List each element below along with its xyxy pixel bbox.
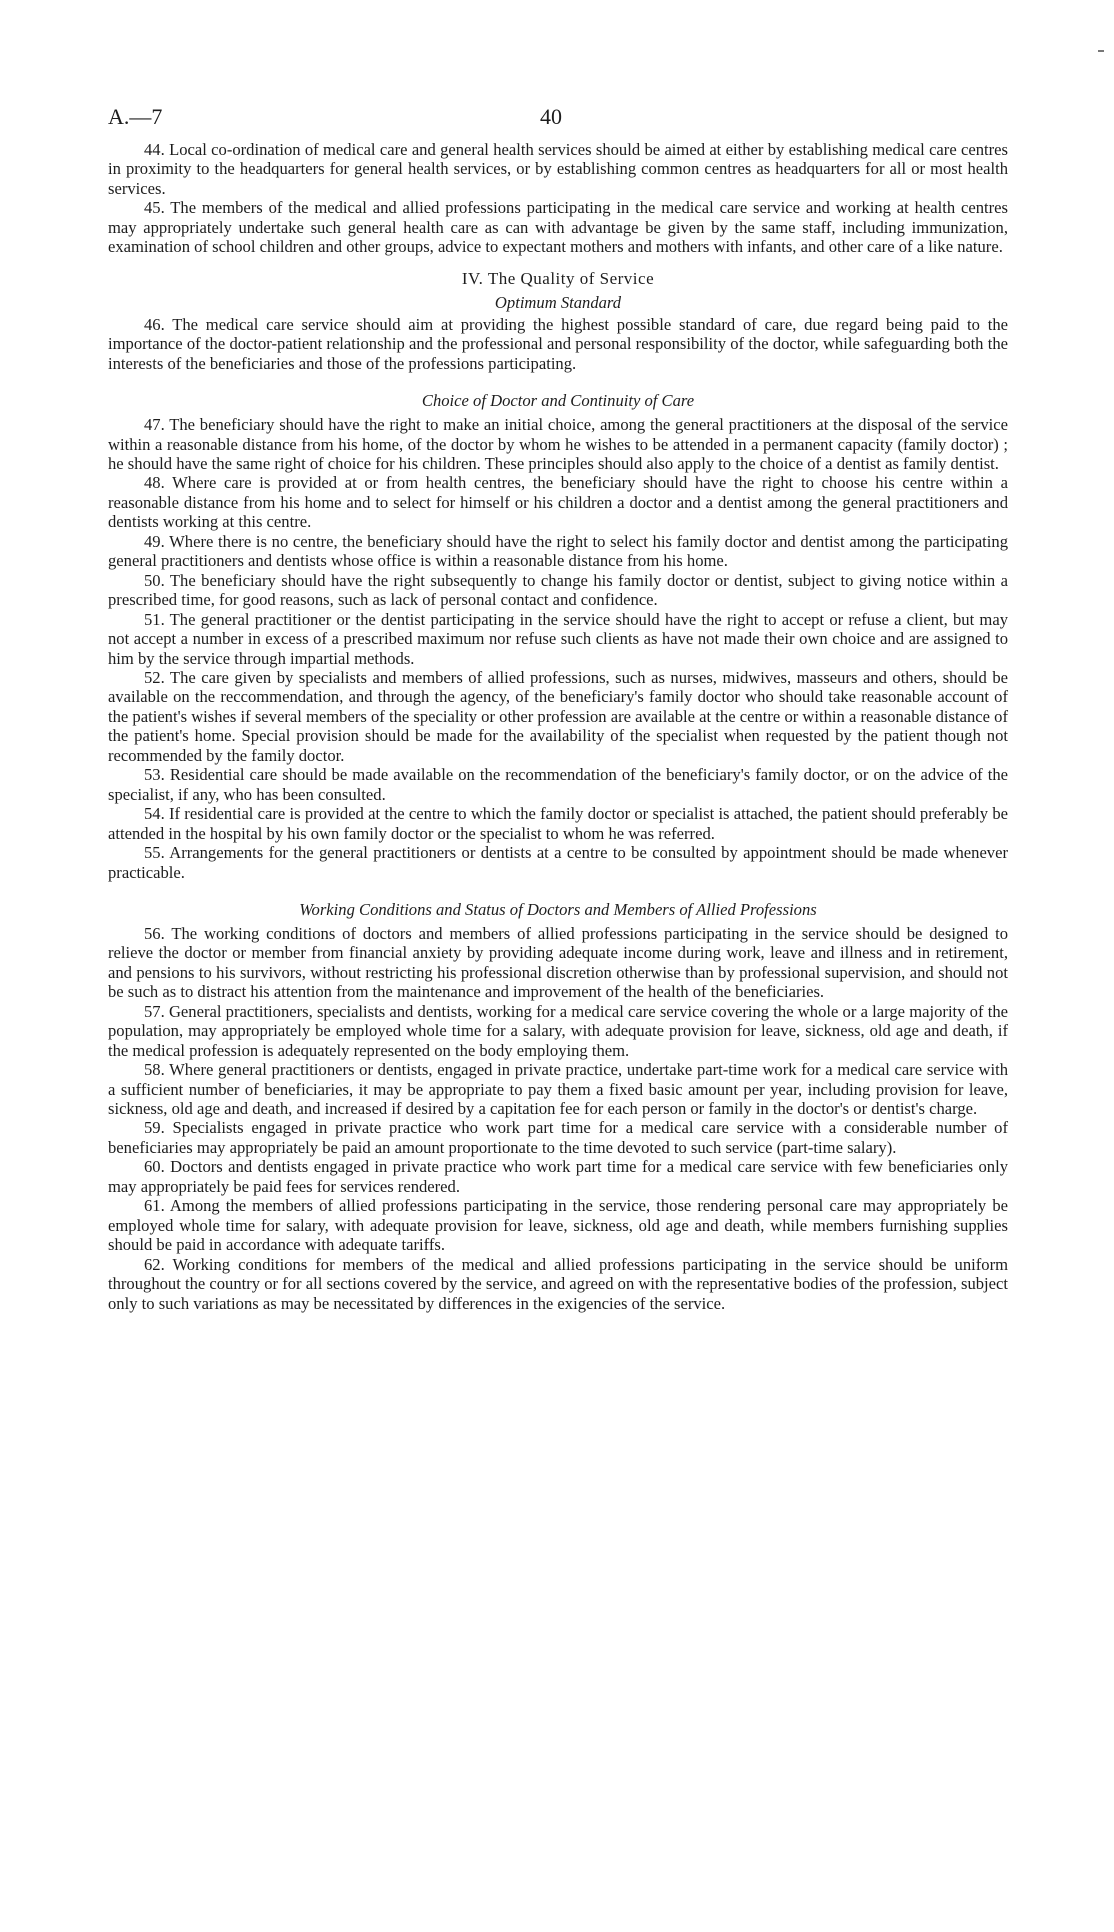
working-paragraphs (108, 924, 1008, 1313)
page-number: 40 (540, 104, 562, 129)
paragraph-55: 55. Arrangements for the general practitioners or dentists at a centre to be consulted by appointment should be made whenever practicable. (108, 843, 1008, 882)
paragraph-53: 53. Residential care should be made available on the recommendation of the beneficiary's family doctor, or on the advice of the specialist, if any, who has been consulted. (108, 765, 1008, 804)
paragraph-47: 47. The beneficiary should have the right to make an initial choice, among the general practitioners at the disposal of the service within a reasonable distance from his home, of the doctor by whom he wishes to be attended in a permanent capacity (family doctor) ; he should have the same right of choice for his children. These principles should also apply to the choice of a dentist as family dentist. (108, 415, 1008, 473)
document-page (108, 100, 1008, 1313)
subheading-working-conditions: Working Conditions and Status of Doctors and Members of Allied Professions (299, 899, 817, 919)
paragraph-57: 57. General practitioners, specialists and dentists, working for a medical care service covering the whole or a large majority of the population, may appropriately be employed whole time for a salary, with adequate provision for leave, sickness, old age and death, if the medical profession is adequately represented on the body employing them. (108, 1001, 1008, 1060)
paragraph-56: 56. The working conditions of doctors and members of allied professions participating in the service should be designed to relieve the doctor or member from financial anxiety by providing adequate income during work, leave and illness and in retirement, and pensions to his survivors, without restricting his professional discretion otherwise than by professional supervision, and should not be such as to distract his attention from the maintenance and improvement of the health of the beneficiaries. (108, 923, 1008, 1002)
paragraph-62: 62. Working conditions for members of the medical and allied professions participating in the service should be uniform throughout the country or for all sections covered by the service, and agreed on with the representative bodies of the profession, subject only to such variations as may be necessitated by differences in the exigencies of the service. (108, 1254, 1008, 1313)
choice-paragraphs (108, 415, 1008, 882)
paragraph-45: 45. The members of the medical and allied professions participating in the medical care service and working at health centres may appropriately undertake such general health care as can with advantage be given by the same staff, including immunization, examination of school children and other groups, advice to expectant mothers and mothers with infants, and other care of a like nature. (108, 198, 1008, 257)
intro-paragraphs (108, 140, 1008, 257)
paragraph-60: 60. Doctors and dentists engaged in private practice who work part time for a medical care service with few beneficiaries only may appropriately be paid fees for services rendered. (108, 1157, 1008, 1196)
document-reference: A.—7 (108, 104, 163, 129)
paragraph-52: 52. The care given by specialists and members of allied professions, such as nurses, midwives, masseurs and others, should be available on the reccommendation, and through the agency, of the beneficiary's family doctor who should take reasonable account of the patient's wishes if several members of the speciality or other profession are available at the centre or within a reasonable distance of the patient's home. Special provision should be made for the availability of the specialist when requested by the patient though not recommended by the family doctor. (108, 667, 1008, 765)
paragraph-51: 51. The general practitioner or the dentist participating in the service should have the right to accept or refuse a client, but may not accept a number in excess of a prescribed maximum nor refuse such clients as have not made their own choice and are assigned to him by the service through impartial methods. (108, 609, 1008, 668)
page-header (108, 100, 1008, 140)
subheading-choice-of-doctor: Choice of Doctor and Continuity of Care (421, 391, 695, 411)
paragraph-50: 50. The beneficiary should have the right subsequently to change his family doctor or dentist, subject to giving notice within a prescribed time, for good reasons, such as lack of personal contact and confidence. (108, 570, 1008, 610)
paragraph-49: 49. Where there is no centre, the beneficiary should have the right to select his family doctor and dentist among the participating general practitioners and dentists whose office is within a reasonable distance from his home. (108, 531, 1008, 571)
subheading-optimum-standard: Optimum Standard (494, 292, 622, 312)
paragraph-58: 58. Where general practitioners or dentists, engaged in private practice, undertake part-time work for a medical care service with a sufficient number of beneficiaries, it may be appropriate to pay them a fixed basic amount per year, including provision for leave, sickness, old age and death, and increased if desired by a capitation fee for each person or family in the doctor's or dentist's charge. (108, 1060, 1008, 1119)
paragraph-48: 48. Where care is provided at or from health centres, the beneficiary should have the right to choose his centre within a reasonable distance from his home and to select for himself or his children a doctor and a dentist among the general practitioners and dentists working at this centre. (108, 473, 1008, 532)
paragraph-46: 46. The medical care service should aim at providing the highest possible standard of care, due regard being paid to the importance of the doctor-patient relationship and the professional and personal responsibility of the doctor, while safeguarding both the interests of the beneficiaries and those of the professions participating. (108, 314, 1008, 373)
paragraph-59: 59. Specialists engaged in private practice who work part time for a medical care service with a considerable number of beneficiaries may appropriately be paid an amount proportionate to the time devoted to such service (part-time salary). (108, 1118, 1008, 1157)
section-title: IV. The Quality of Service (461, 268, 655, 288)
paragraph-44: 44. Local co-ordination of medical care and general health services should be aimed at either by establishing medical care centres in proximity to the headquarters for general health services, or by establishing common centres as headquarters for all or most health services. (108, 140, 1008, 198)
page-edge-mark (1098, 50, 1104, 52)
paragraph-54: 54. If residential care is provided at the centre to which the family doctor or specialist is attached, the patient should preferably be attended in the hospital by his own family doctor or the specialist to whom he was referred. (108, 804, 1008, 843)
paragraph-61: 61. Among the members of allied professions participating in the service, those rendering personal care may appropriately be employed whole time for salary, with adequate provision for leave, sickness, old age and death, while members furnishing supplies should be paid in accordance with adequate tariffs. (108, 1196, 1008, 1255)
